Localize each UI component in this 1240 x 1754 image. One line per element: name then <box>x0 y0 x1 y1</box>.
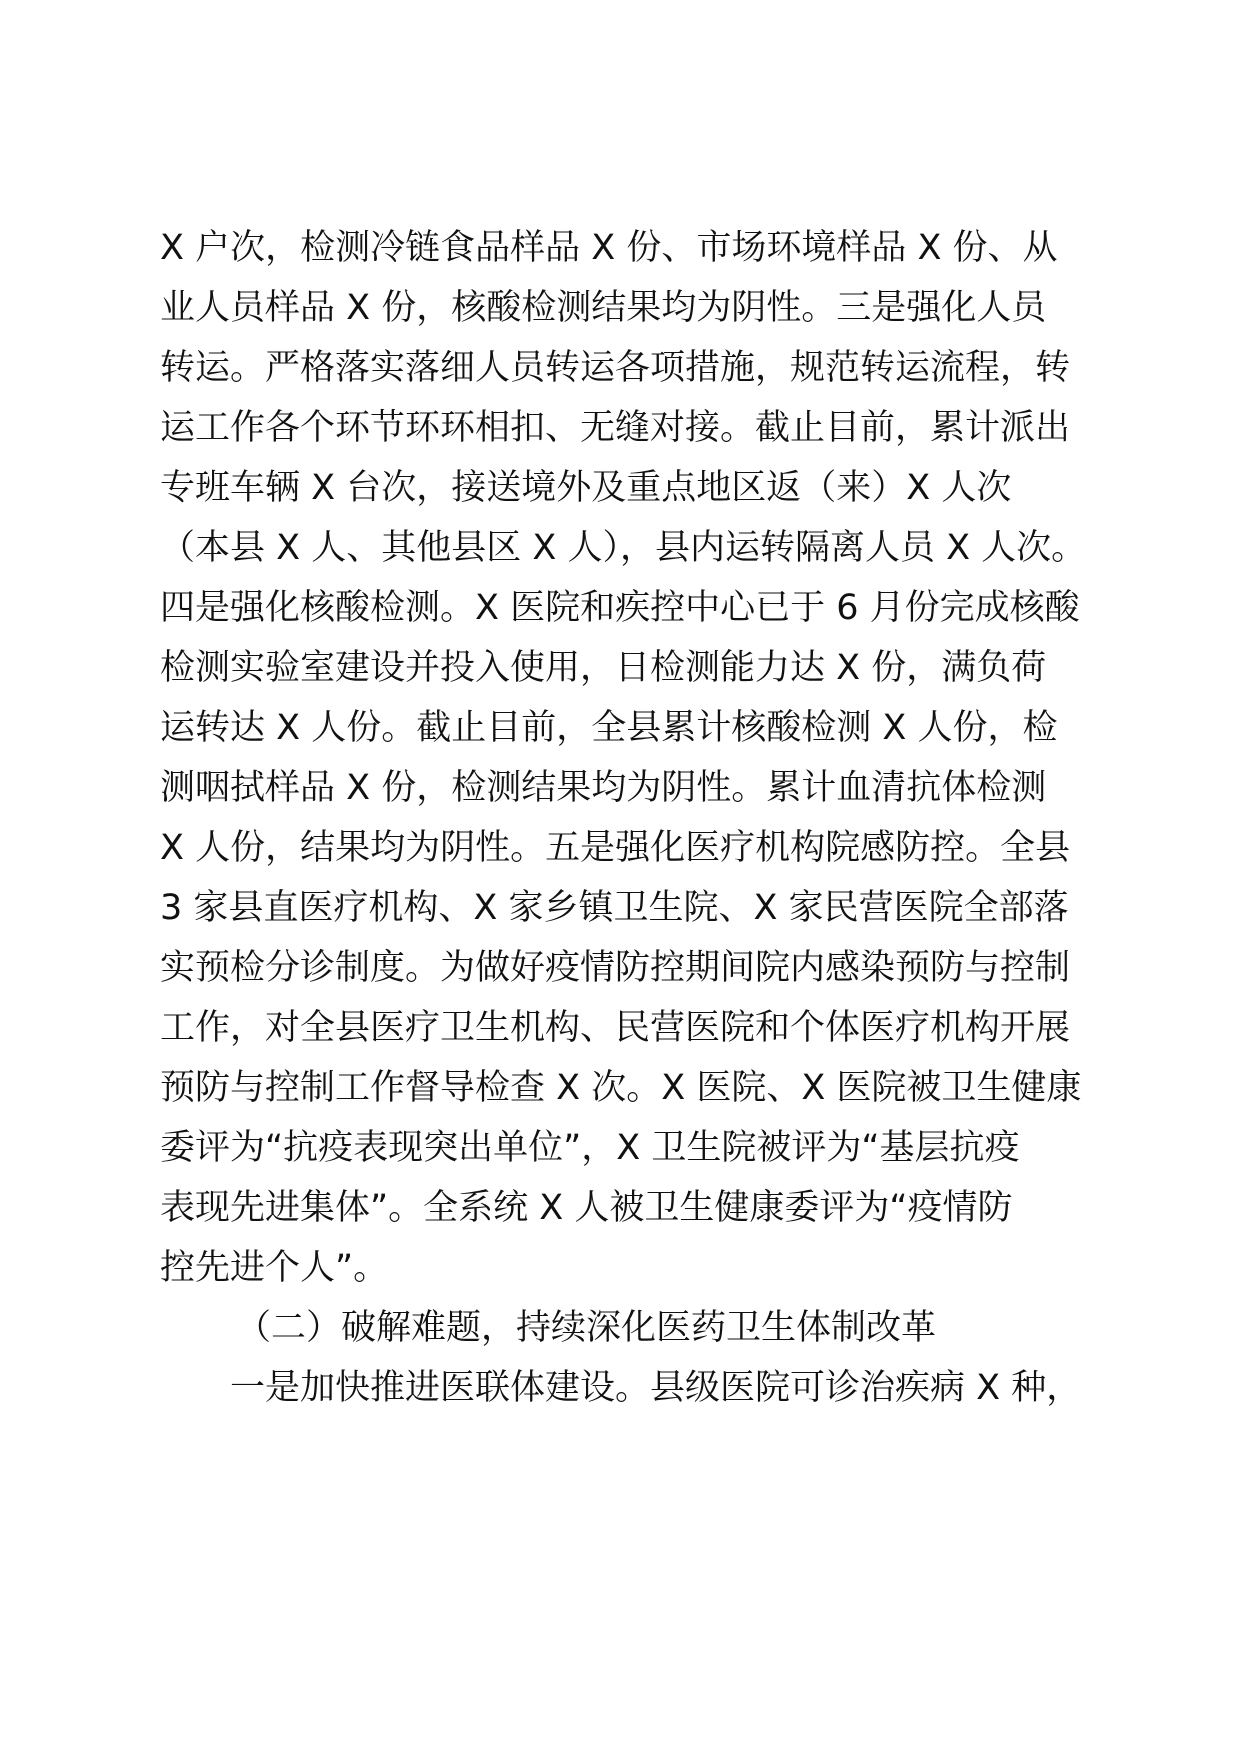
paragraph-line-18: 控先进个人”。 <box>160 1248 389 1288</box>
paragraph-line-14: 工作，对全县医疗卫生机构、民营医院和个体医疗机构开展 <box>160 1008 1071 1048</box>
paragraph-2-line-1: 一是加快推进医联体建设。县级医院可诊治疾病 X 种， <box>230 1368 1082 1408</box>
paragraph-line-4: 运工作各个环节环环相扣、无缝对接。截止目前，累计派出 <box>160 408 1071 448</box>
section-heading: （二）破解难题，持续深化医药卫生体制改革 <box>236 1308 937 1348</box>
paragraph-line-13: 实预检分诊制度。为做好疫情防控期间院内感染预防与控制 <box>160 948 1071 988</box>
paragraph-line-1: X 户次，检测冷链食品样品 X 份、市场环境样品 X 份、从 <box>160 228 1058 268</box>
paragraph-line-10: 测咽拭样品 X 份，检测结果均为阴性。累计血清抗体检测 <box>160 768 1047 808</box>
paragraph-line-9: 运转达 X 人份。截止目前，全县累计核酸检测 X 人份，检 <box>160 708 1058 748</box>
paragraph-line-11: X 人份，结果均为阴性。五是强化医疗机构院感防控。全县 <box>160 828 1071 868</box>
paragraph-line-16: 委评为“抗疫表现突出单位”，X 卫生院被评为“基层抗疫 <box>160 1128 1020 1168</box>
paragraph-line-12: 3 家县直医疗机构、X 家乡镇卫生院、X 家民营医院全部落 <box>160 888 1069 928</box>
paragraph-line-15: 预防与控制工作督导检查 X 次。X 医院、X 医院被卫生健康 <box>160 1068 1082 1108</box>
paragraph-line-3: 转运。严格落实落细人员转运各项措施，规范转运流程，转 <box>160 348 1071 388</box>
paragraph-line-2: 业人员样品 X 份，核酸检测结果均为阴性。三是强化人员 <box>160 288 1047 328</box>
paragraph-line-6: （本县 X 人、其他县区 X 人），县内运转隔离人员 X 人次。 <box>160 528 1087 568</box>
paragraph-line-17: 表现先进集体”。全系统 X 人被卫生健康委评为“疫情防 <box>160 1188 1013 1228</box>
paragraph-line-5: 专班车辆 X 台次，接送境外及重点地区返（来）X 人次 <box>160 468 1012 508</box>
paragraph-line-8: 检测实验室建设并投入使用，日检测能力达 X 份，满负荷 <box>160 648 1047 688</box>
paragraph-line-7: 四是强化核酸检测。X 医院和疾控中心已于 6 月份完成核酸 <box>160 588 1080 628</box>
